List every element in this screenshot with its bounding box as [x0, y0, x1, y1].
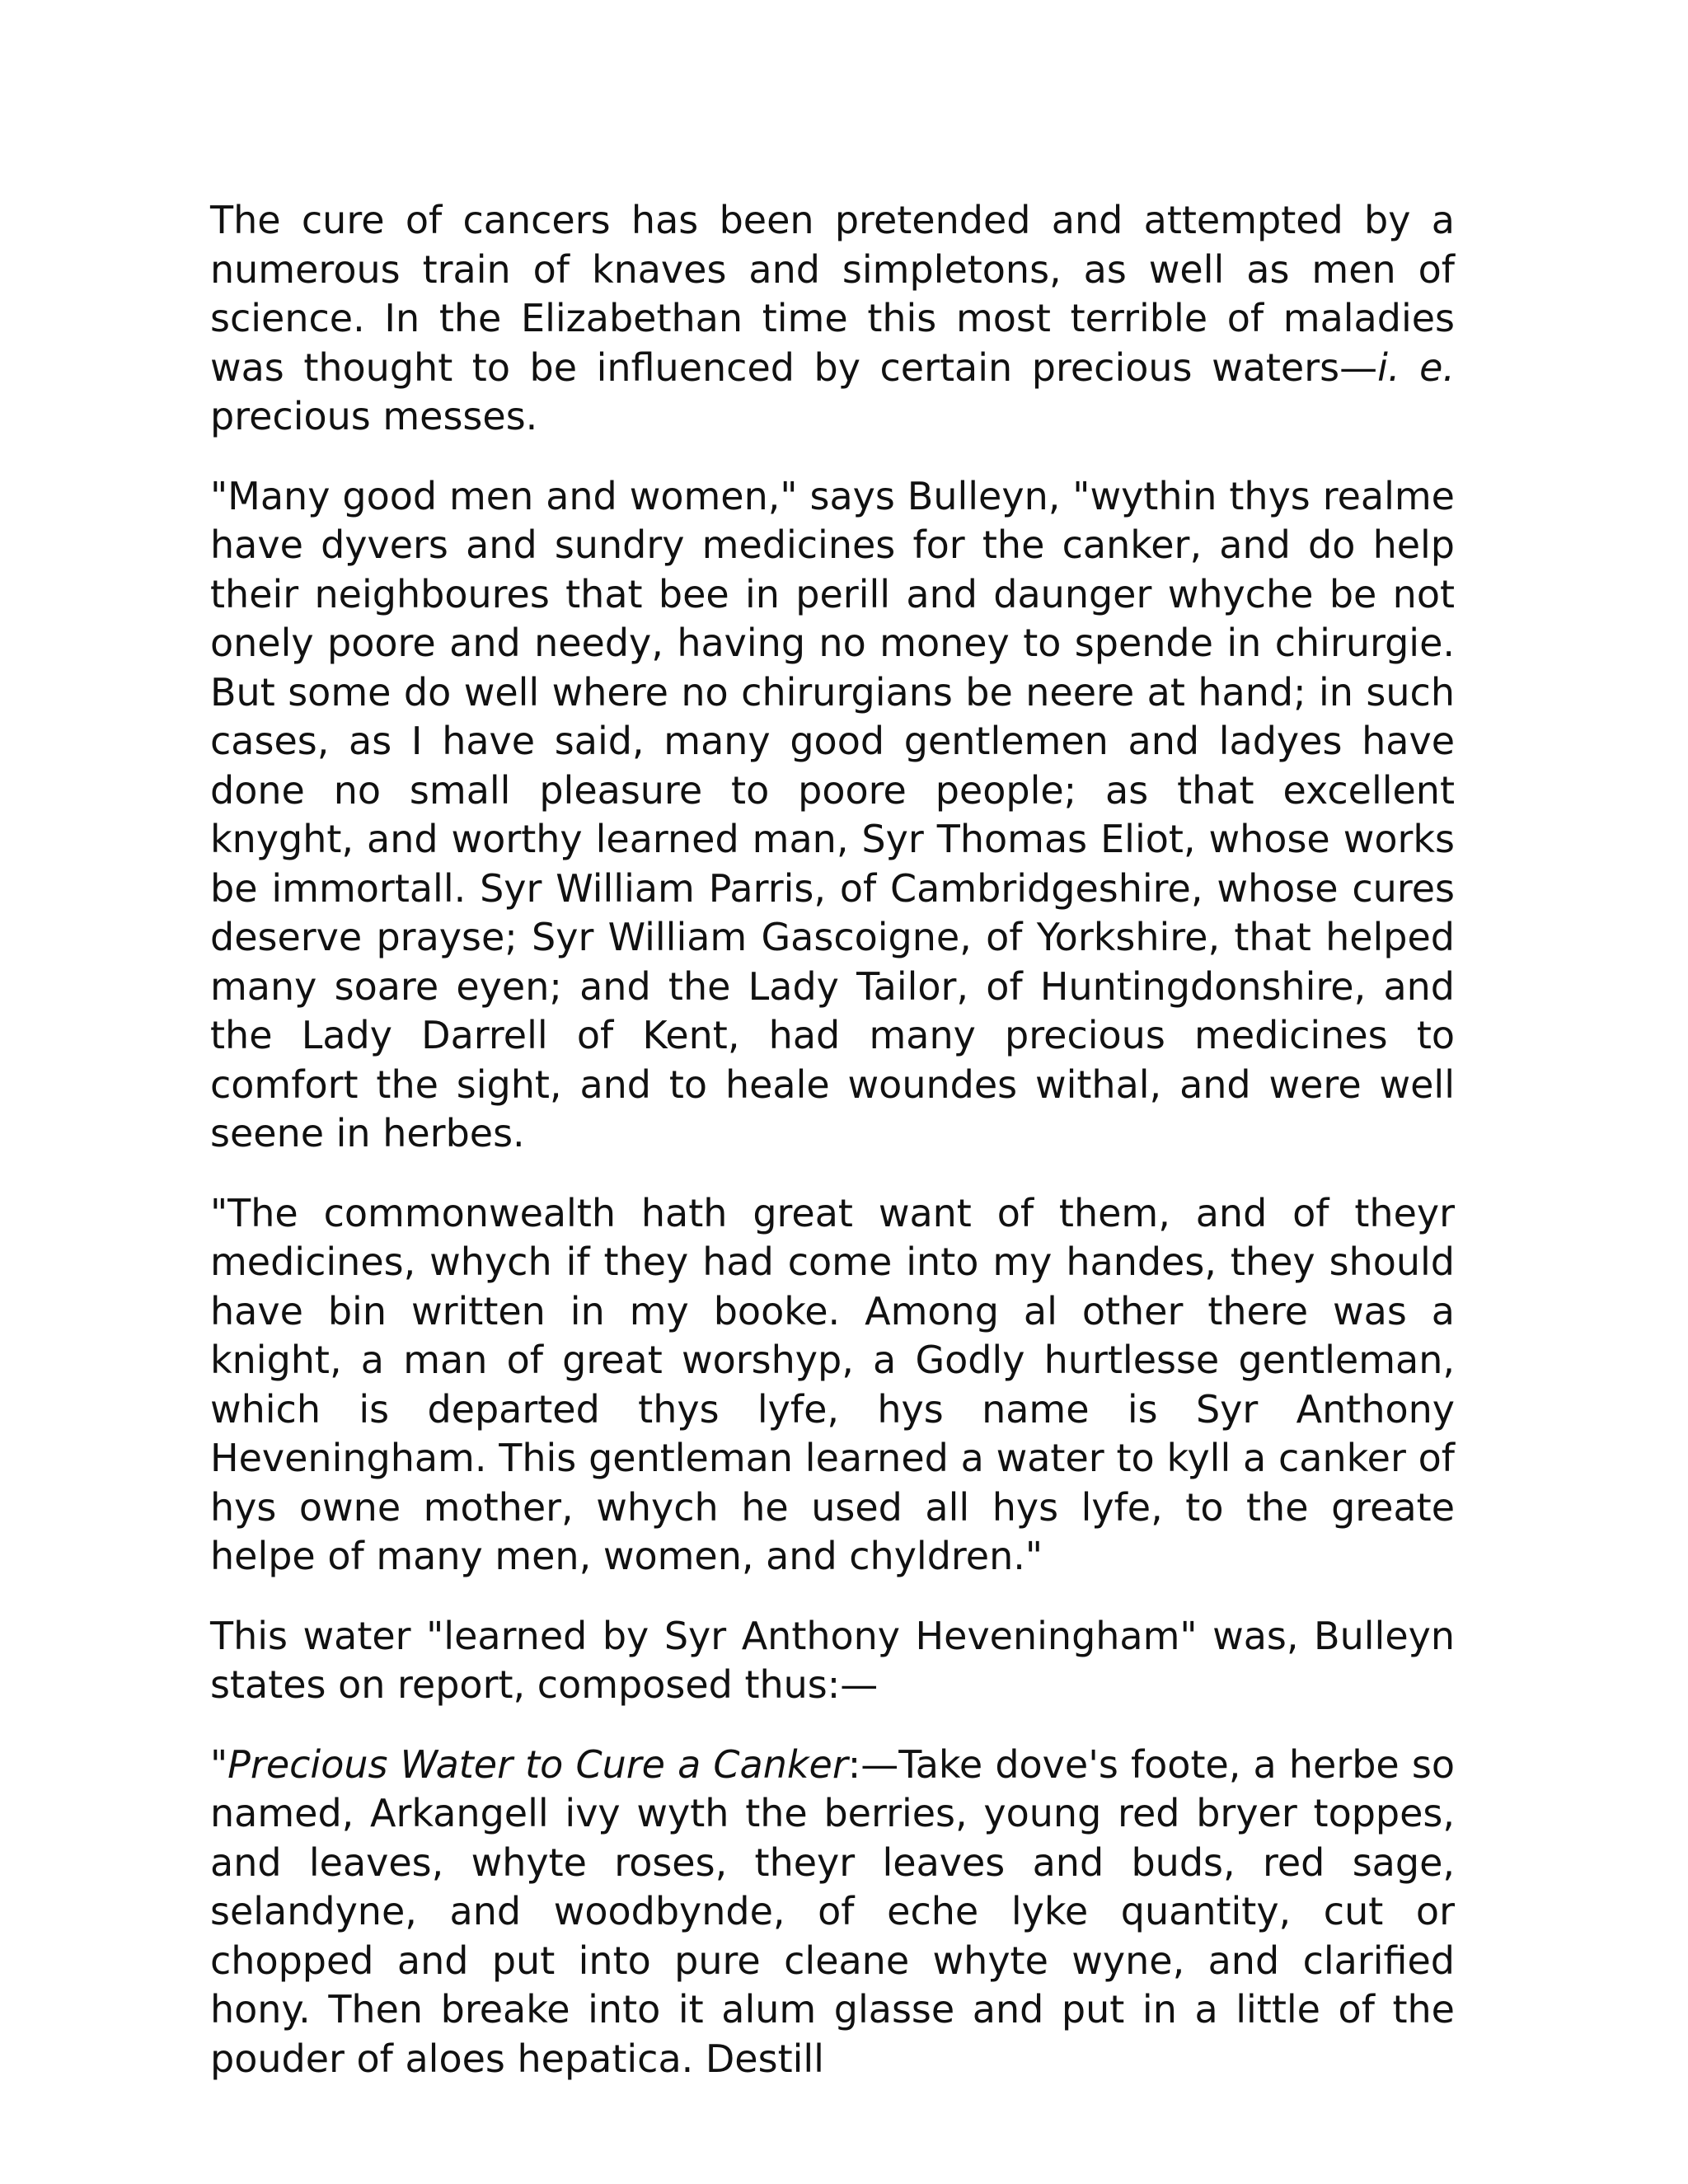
paragraph-commonwealth-quote: "The commonwealth hath great want of them, and of theyr medicines, whych if they had come into my handes, they should have bin written in my booke. Among al other there was a knight, a man of great worshyp, a Godly hurtlesse gentleman, which is departed thys lyfe, hys name is Syr Anthony Heveningham. This gentleman learned a water to kyll a canker of hys owne mother, whych he used all hys lyfe, to the greate helpe of many men, women, and chyldren." [210, 1190, 1455, 1578]
text-run: precious messes. [210, 394, 538, 438]
document-page [210, 196, 1455, 2114]
text-run: " [210, 1741, 228, 1787]
paragraph-precious-water-recipe [210, 1741, 1455, 2084]
paragraph-bulleyn-quote: "Many good men and women," says Bulleyn, "wythin thys realme have dyvers and sundry medicines for the canker, and do help their neighboures that bee in perill and daunger whyche be not onely poore and needy, having no money to spende in chirurgie. But some do well where no chirurgians be neere at hand; in such cases, as I have said, many good gentlemen and ladyes have done no small pleasure to poore people; as that excellent knyght, and worthy learned man, Syr Thomas Eliot, whose works be immortall. Syr William Parris, of Cambridgeshire, whose cures deserve prayse; Syr William Gascoigne, of Yorkshire, that helped many soare eyen; and the Lady Tailor, of Huntingdonshire, and the Lady Darrell of Kent, had many precious medicines to comfort the sight, and to heale woundes withal, and were well seene in herbes. [210, 473, 1455, 1155]
italic-text: i. e. [1377, 344, 1455, 390]
paragraph-heveningham-water: This water "learned by Syr Anthony Heveningham" was, Bulleyn states on report, composed thus:— [210, 1613, 1455, 1707]
italic-recipe-title: Precious Water to Cure a Canker [227, 1741, 848, 1787]
paragraph-cancer-cures [210, 196, 1455, 442]
text-run: :—Take dove's foote, a herbe so named, Arkangell ivy wyth the berries, young red bryer toppes, and leaves, whyte roses, theyr leaves and buds, red sage, selandyne, and woodbynde, of eche lyke quantity, cut or chopped and put into pure cleane whyte wyne, and clarified hony. Then breake into it alum glasse and put in a little of the pouder of aloes hepatica. Destill [210, 1741, 1455, 2081]
text-run: The cure of cancers has been pretended and attempted by a numerous train of knaves and simpletons, as well as men of science. In the Elizabethan time this most terrible of maladies was thought to be influenced by certain precious waters— [210, 198, 1455, 390]
